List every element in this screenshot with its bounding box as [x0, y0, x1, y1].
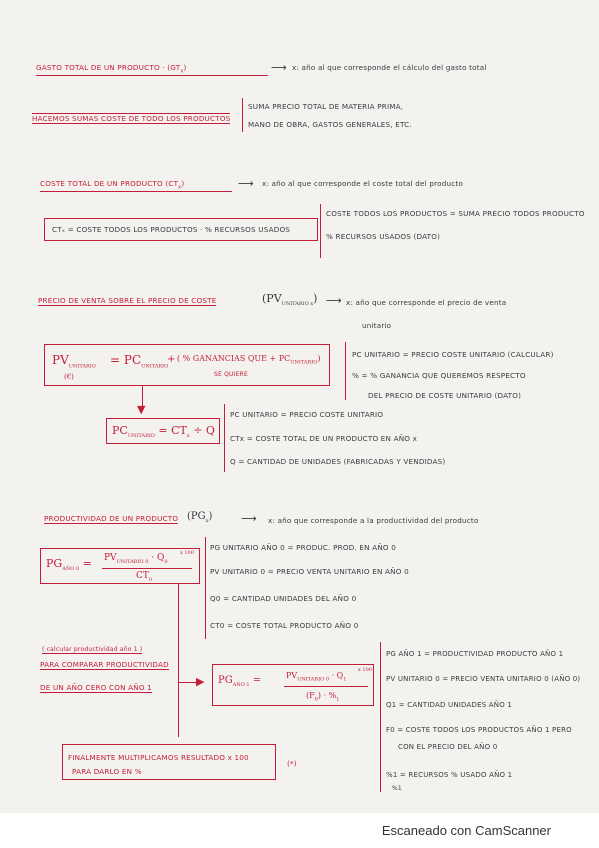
s1-note-2: MANO DE OBRA, GASTOS GENERALES, ETC.: [248, 120, 412, 129]
s4-note-3: Q0 = CANTIDAD UNIDADES DEL AÑO 0: [210, 594, 357, 603]
s4-note2-4b: CON EL PRECIO DEL AÑO 0: [398, 743, 498, 751]
s4-pg1-numerator: $PV_{UNITARIO 0} \cdot Q_1$: [286, 671, 347, 683]
s2-formula: CTₓ = COSTE TODOS LOS PRODUCTOS · % RECURSOS USADOS: [52, 225, 291, 234]
s3-note-pct-2: DEL PRECIO DE COSTE UNITARIO (DATO): [368, 391, 522, 400]
s4-final-2: PARA DARLO EN %: [72, 767, 142, 776]
s4-side-note-3: DE UN AÑO CERO CON AÑO 1: [40, 683, 152, 692]
s1-brace-line: [242, 98, 243, 132]
s3-title: PRECIO DE VENTA SOBRE EL PRECIO DE COSTE: [38, 296, 217, 305]
s3-brace-line-2: [224, 404, 225, 472]
s3-note2-3: Q = CANTIDAD DE UNIDADES (FABRICADAS Y VENDIDAS): [230, 457, 446, 466]
s3-pv-unit: (€): [64, 373, 74, 381]
s4-note2-3: Q1 = CANTIDAD UNIDADES AÑO 1: [386, 701, 512, 709]
arrow-right-icon: ⟶: [326, 294, 342, 307]
s4-note2-5b: %1: [392, 785, 402, 792]
s4-pg0-numerator: $PV_{UNITARIO 0} \cdot Q_0$: [104, 553, 168, 565]
s1-note-1: SUMA PRECIO TOTAL DE MATERIA PRIMA,: [248, 102, 404, 111]
arrow-right-icon: ▶: [196, 675, 205, 688]
s4-note2-5a: %1 = RECURSOS % USADO AÑO 1: [386, 771, 513, 779]
s4-pg0-sup: x 100: [180, 550, 194, 556]
s4-pg0-fraction-bar: [102, 568, 192, 569]
s3-note2-1: PC UNITARIO = PRECIO COSTE UNITARIO: [230, 410, 384, 419]
s4-pg0-lhs: $PG_{AÑO 0}$ =: [46, 557, 92, 573]
s3-pc-formula: $PC_{UNITARIO} = CT_x \div Q$: [112, 424, 215, 440]
s4-final-1: FINALMENTE MULTIPLICAMOS RESULTADO x 100: [68, 753, 249, 762]
s2-note-1: COSTE TODOS LOS PRODUCTOS = SUMA PRECIO TODOS PRODUCTO: [326, 209, 585, 218]
s3-pct-term-2: SE QUIERE: [214, 371, 248, 378]
arrow-down-icon: ▼: [137, 403, 146, 416]
s3-note2-2: CTx = COSTE TOTAL DE UN PRODUCTO EN AÑO x: [230, 434, 418, 443]
s4-brace-line: [205, 537, 206, 639]
s2-description: x: año al que corresponde el coste total del producto: [262, 179, 463, 188]
arrow-right-icon: ⟶: [271, 61, 287, 74]
s4-side-note-2: PARA COMPARAR PRODUCTIVIDAD: [40, 660, 169, 669]
s4-note-1: PG UNITARIO AÑO 0 = PRODUC. PROD. EN AÑO 0: [210, 543, 397, 552]
arrow-right-icon: ⟶: [241, 512, 257, 525]
s3-pct-term: ( % GANANCIAS QUE + $PC_{UNITARIO}$): [177, 354, 321, 366]
s2-title: COSTE TOTAL DE UN PRODUCTO $(CT_x)$: [40, 180, 232, 192]
s3-pc-term: = $PC_{UNITARIO}$: [110, 353, 169, 370]
s4-pg1-fraction-bar: [284, 686, 368, 687]
s3-pv-lhs: $PV_{UNITARIO}$: [52, 353, 96, 370]
s3-brace-line: [345, 342, 346, 400]
s3-note-pc: PC UNITARIO = PRECIO COSTE UNITARIO (CALCULAR): [352, 350, 554, 359]
s2-note-2: % RECURSOS USADOS (DATO): [326, 232, 441, 241]
s4-side-note-1: ( calcular productividad año 1 ): [42, 646, 143, 653]
s3-note-pct-1: % = % GANANCIA QUE QUEREMOS RESPECTO: [352, 371, 526, 380]
scanner-watermark: Escaneado con CamScanner: [381, 823, 551, 838]
s4-note2-4a: F0 = COSTE TODOS LOS PRODUCTOS AÑO 1 PERO: [386, 726, 572, 734]
s4-pg0-denominator: $CT_0$: [136, 571, 153, 583]
s1-label: HACEMOS SUMAS COSTE DE TODO LOS PRODUCTOS: [32, 114, 231, 123]
s1-title: GASTO TOTAL DE UN PRODUCTO · $(GT_x)$: [36, 64, 268, 76]
s4-note-2: PV UNITARIO 0 = PRECIO VENTA UNITARIO EN AÑO 0: [210, 567, 409, 576]
s3-pv-symbol: $(PV_{UNITARIO x})$: [262, 292, 318, 308]
s4-note2-1: PG AÑO 1 = PRODUCTIVIDAD PRODUCTO AÑO 1: [386, 650, 564, 658]
s4-note-4: CT0 = COSTE TOTAL PRODUCTO AÑO 0: [210, 621, 359, 630]
s3-description-1: x: año que corresponde el precio de venta: [346, 298, 507, 307]
s4-pg1-sup: x 100: [358, 667, 372, 673]
s4-pg1-lhs: $PG_{AÑO 1}$ =: [218, 675, 262, 688]
s4-final-mark: (*): [287, 759, 297, 768]
s3-plus: +: [167, 354, 176, 365]
arrow-right-icon: ⟶: [238, 177, 254, 190]
s4-description: x: año que corresponde a la productividad del producto: [268, 516, 479, 525]
s4-final-connector: [178, 736, 179, 737]
s4-pg-symbol: $(PG_x)$: [187, 511, 213, 524]
s4-pg1-denominator: $(F_0) \cdot \%_1$: [306, 691, 340, 703]
s4-title: PRODUCTIVIDAD DE UN PRODUCTO: [44, 514, 179, 523]
s1-description: x: año al que corresponde el cálculo del gasto total: [292, 63, 487, 72]
s4-note2-2: PV UNITARIO 0 = PRECIO VENTA UNITARIO 0 (AÑO 0): [386, 675, 581, 683]
s2-brace-line: [320, 204, 321, 258]
s4-brace-line-2: [380, 642, 381, 792]
s3-description-2: unitario: [362, 321, 392, 330]
s4-connector-vertical: [178, 584, 179, 736]
